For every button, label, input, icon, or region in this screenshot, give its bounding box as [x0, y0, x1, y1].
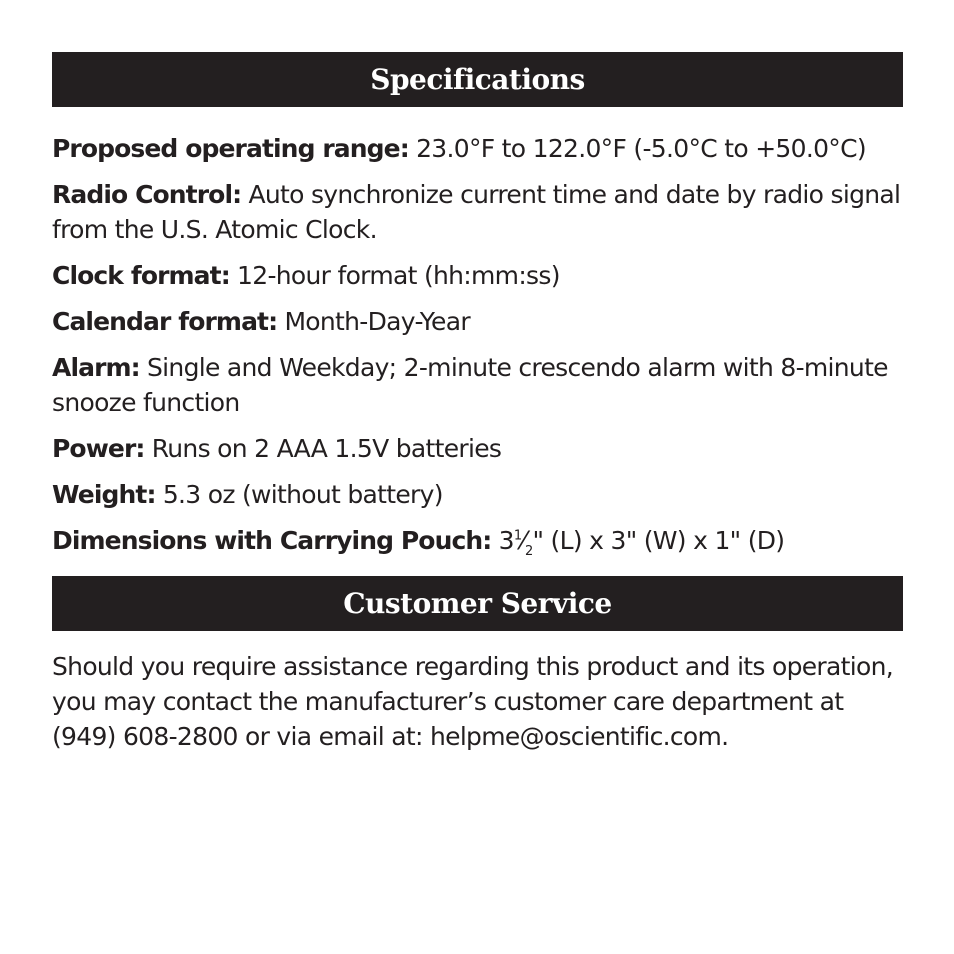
- dimension-length-value: $3^1⁄_2$: [498, 526, 533, 559]
- spec-radio-control: [52, 177, 903, 247]
- spec-alarm: [52, 350, 903, 420]
- spec-power: [52, 431, 903, 466]
- spec-value: 5.3 oz (without battery): [162, 480, 443, 509]
- spec-value: Single and Weekday; 2-minute crescendo alarm with 8-minute snooze function: [52, 353, 888, 417]
- specifications-title: Specifications: [370, 63, 585, 96]
- spec-label: Alarm:: [52, 353, 140, 382]
- spec-value: " (L) x 3" (W) x 1" (D): [532, 526, 785, 555]
- customer-service-title: Customer Service: [343, 587, 612, 620]
- spec-dimensions: [52, 523, 903, 558]
- spec-value: Runs on 2 AAA 1.5V batteries: [151, 434, 502, 463]
- customer-service-header: [52, 576, 903, 631]
- spec-label: Radio Control:: [52, 180, 242, 209]
- spec-label: Calendar format:: [52, 307, 278, 336]
- specifications-header: [52, 52, 903, 107]
- specifications-list: [52, 131, 903, 558]
- spec-label: Proposed operating range:: [52, 134, 409, 163]
- spec-label: Weight:: [52, 480, 156, 509]
- spec-value: Auto synchronize current time and date by radio signal from the U.S. Atomic Clock.: [52, 180, 901, 244]
- spec-value: 23.0°F to 122.0°F (-5.0°C to +50.0°C): [416, 134, 866, 163]
- spec-value: Month-Day-Year: [284, 307, 470, 336]
- spec-operating-range: [52, 131, 903, 166]
- spec-weight: [52, 477, 903, 512]
- manual-page: [52, 52, 903, 779]
- customer-service-text: Should you require assistance regarding this product and its operation, you may contact the manufacturer’s customer care department at (949) 608-2800 or via email at: helpme@oscientific.com.: [52, 652, 893, 751]
- spec-value: 12-hour format (hh:mm:ss): [237, 261, 560, 290]
- spec-label: Dimensions with Carrying Pouch:: [52, 526, 492, 555]
- spec-label: Clock format:: [52, 261, 230, 290]
- spec-calendar-format: [52, 304, 903, 339]
- spec-label: Power:: [52, 434, 145, 463]
- spec-clock-format: [52, 258, 903, 293]
